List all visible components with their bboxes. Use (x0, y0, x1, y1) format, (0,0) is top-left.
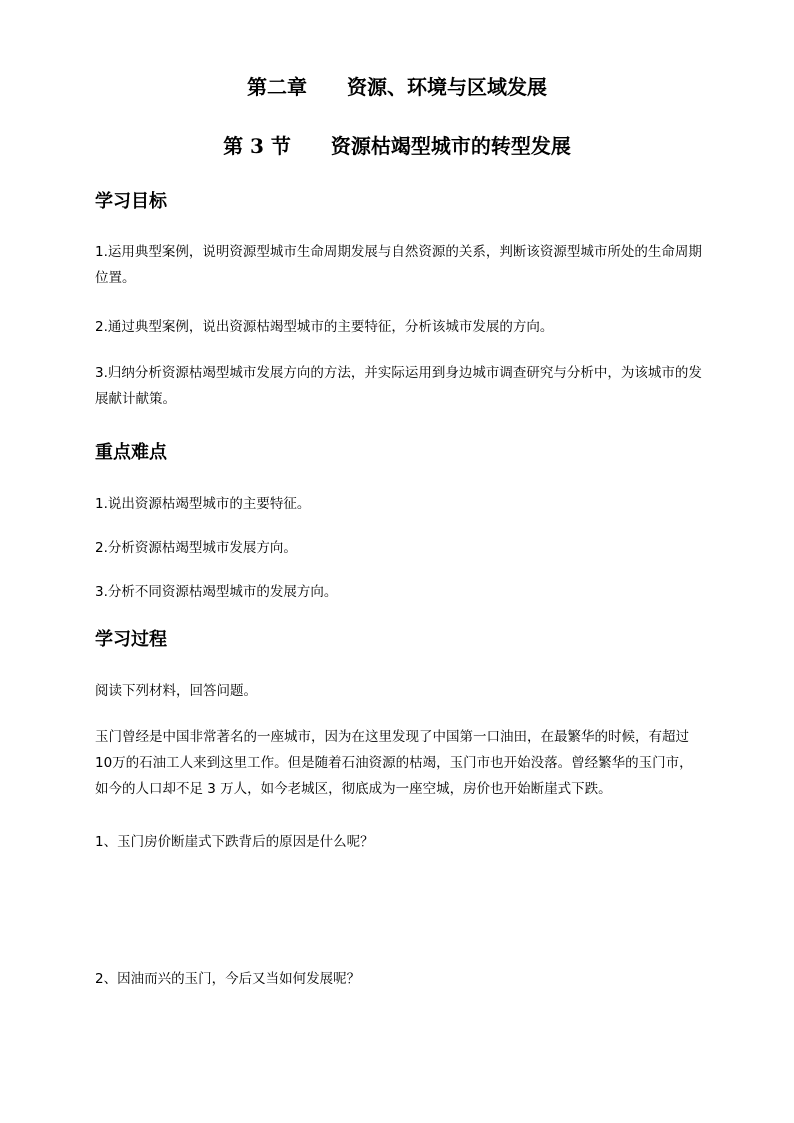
key-points-heading: 重点难点 (95, 442, 167, 463)
reading-material: 玉门曾经是中国非常著名的一座城市，因为在这里发现了中国第一口油田，在最繁华的时候，有超过10万的石油工人来到这里工作。但是随着石油资源的枯竭，玉门市也开始没落。曾经繁华的玉门市，如今的人口却不足 3 万人，如今老城区，彻底成为一座空城，房价也开始断崖式下跌。 (95, 729, 693, 797)
key-point-item: 1.说出资源枯竭型城市的主要特征。 (95, 496, 311, 512)
key-point-item: 3.分析不同资源枯竭型城市的发展方向。 (95, 584, 338, 600)
question-item: 1、玉门房价断崖式下跌背后的原因是什么呢？ (95, 834, 374, 850)
chapter-title: 第二章 资源、环境与区域发展 (247, 75, 547, 99)
process-heading: 学习过程 (95, 629, 167, 650)
question-item: 2、因油而兴的玉门，今后又当如何发展呢？ (95, 971, 361, 987)
objectives-heading: 学习目标 (95, 191, 167, 212)
objective-item: 2.通过典型案例，说出资源枯竭型城市的主要特征，分析该城市发展的方向。 (95, 319, 554, 335)
objective-item: 1.运用典型案例，说明资源型城市生命周期发展与自然资源的关系，判断该资源型城市所处的生命周期位置。 (95, 244, 702, 286)
objective-item: 3.归纳分析资源枯竭型城市发展方向的方法，并实际运用到身边城市调查研究与分析中，为该城市的发展献计献策。 (95, 365, 702, 407)
section-title: 第 3 节 资源枯竭型城市的转型发展 (223, 134, 571, 158)
reading-instruction: 阅读下列材料，回答问题。 (95, 683, 257, 699)
key-point-item: 2.分析资源枯竭型城市发展方向。 (95, 540, 297, 556)
